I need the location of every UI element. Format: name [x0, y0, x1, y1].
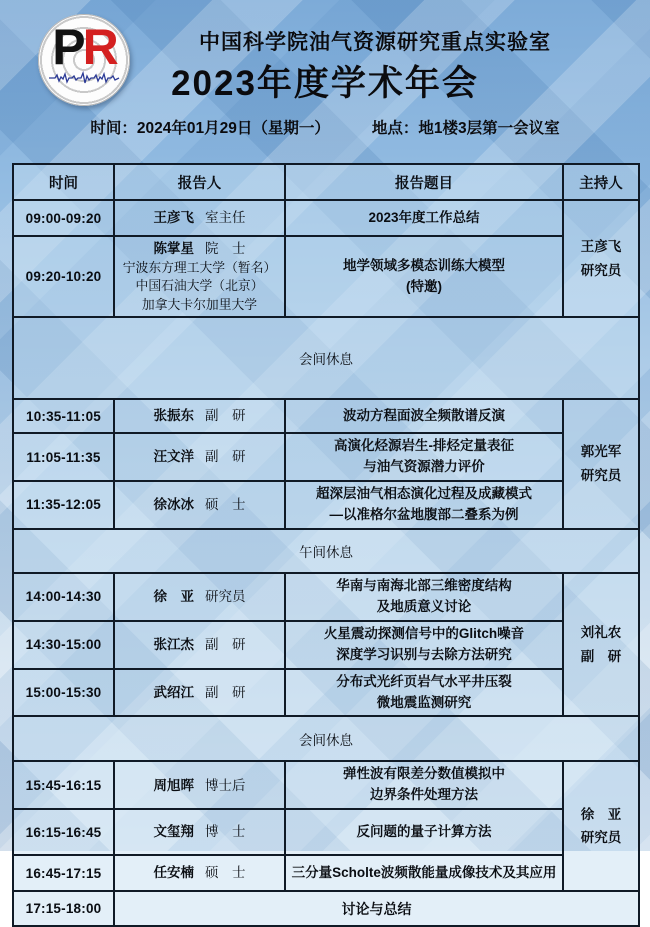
talk-row: [13, 399, 639, 433]
talk-row: [13, 669, 639, 717]
speaker-affiliation: 宁波东方理工大学（暂名）: [122, 259, 277, 275]
speaker-name: 汪文洋: [153, 449, 194, 465]
talk-title-line: 地学领域多模态训练大模型: [343, 257, 505, 273]
column-header-title: 报告题目: [285, 164, 563, 200]
talk-title-line: 分布式光纤页岩气水平井压裂: [336, 673, 512, 689]
speaker-rank: 副 研: [205, 449, 246, 465]
speaker-cell: [114, 621, 285, 669]
event-location: 地点：地1楼3层第一会议室: [371, 120, 560, 137]
talk-title-line: 超深层油气相态演化过程及成藏模式: [316, 486, 532, 502]
speaker-cell: [114, 236, 285, 317]
time-slot: 09:20-10:20: [13, 236, 114, 317]
time-slot: 14:00-14:30: [13, 573, 114, 621]
talk-title: [285, 236, 563, 317]
speaker-name: 周旭晖: [153, 777, 194, 793]
speaker-rank: 院 士: [205, 241, 246, 256]
break-row: [13, 317, 639, 399]
speaker-affiliation: 加拿大卡尔加里大学: [141, 296, 258, 312]
talk-title: [285, 621, 563, 669]
speaker-name: 徐冰冰: [153, 497, 194, 513]
host-line: 副 研: [580, 648, 622, 664]
speaker-rank: 副 研: [205, 684, 246, 700]
talk-title-line: 2023年度工作总结: [368, 209, 480, 225]
host-line: 研究员: [580, 262, 622, 278]
talk-row: [13, 573, 639, 621]
speaker-rank: 硕 士: [205, 497, 246, 513]
speaker-name: 徐 亚: [153, 589, 194, 605]
talk-title: [285, 761, 563, 809]
talk-title-line: 火星震动探测信号中的Glitch噪音: [323, 625, 525, 641]
talk-row: [13, 621, 639, 669]
talk-row: [13, 761, 639, 809]
column-header-host: 主持人: [563, 164, 639, 200]
event-date: 时间：2024年01月29日（星期一）: [90, 120, 330, 137]
host-line: 王彦飞: [580, 238, 622, 254]
speaker-cell: [114, 809, 285, 855]
talk-title: [285, 809, 563, 855]
speaker-rank: 室主任: [205, 210, 246, 226]
talk-row: [13, 433, 639, 481]
session-host: [563, 399, 639, 529]
time-slot: 16:45-17:15: [13, 855, 114, 891]
event-title: 2023年度学术年会: [171, 64, 479, 103]
break-label: 午间休息: [13, 529, 639, 573]
talk-row: [13, 236, 639, 317]
header-row: [13, 164, 639, 200]
session-host: [563, 200, 639, 317]
talk-title: [285, 573, 563, 621]
talk-title: [285, 200, 563, 236]
speaker-rank: 博 士: [205, 824, 246, 840]
session-host: [563, 761, 639, 891]
time-slot: 17:15-18:00: [13, 891, 114, 926]
talk-title-line: 波动方程面波全频散谱反演: [343, 407, 505, 423]
talk-title-line: 三分量Scholte波频散能量成像技术及其应用: [291, 864, 557, 880]
schedule-table-header: [13, 164, 639, 200]
discussion-label: 讨论与总结: [114, 891, 639, 926]
speaker-rank: 硕 士: [205, 865, 246, 881]
break-label: 会间休息: [13, 317, 639, 399]
speaker-rank: 博士后: [205, 777, 246, 793]
speaker-cell: [114, 761, 285, 809]
talk-title-line: 及地质意义讨论: [376, 598, 472, 614]
talk-title-line: 深度学习识别与去除方法研究: [336, 646, 512, 662]
time-slot: 11:35-12:05: [13, 481, 114, 529]
break-label: 会间休息: [13, 716, 639, 761]
schedule-table: [12, 163, 640, 927]
speaker-rank: 副 研: [205, 636, 246, 652]
time-slot: 09:00-09:20: [13, 200, 114, 236]
logo-letter-p: P: [52, 19, 83, 75]
talk-title-line: 弹性波有限差分数值模拟中: [343, 766, 505, 782]
speaker-cell: [114, 481, 285, 529]
speaker-cell: [114, 200, 285, 236]
column-header-time: 时间: [13, 164, 114, 200]
talk-title: [285, 481, 563, 529]
talk-title-line: (特邀): [406, 278, 442, 294]
talk-title-line: 高演化烃源岩生-排烃定量表征: [334, 438, 514, 454]
talk-title: [285, 855, 563, 891]
column-header-speaker: 报告人: [114, 164, 285, 200]
time-slot: 15:45-16:15: [13, 761, 114, 809]
speaker-name: 陈掌星: [153, 241, 194, 256]
speaker-affiliation: 中国石油大学（北京）: [135, 278, 264, 294]
time-slot: 11:05-11:35: [13, 433, 114, 481]
discussion-row: [13, 891, 639, 926]
meta-line: [0, 116, 650, 138]
talk-row: [13, 200, 639, 236]
time-slot: 15:00-15:30: [13, 669, 114, 717]
talk-row: [13, 481, 639, 529]
speaker-cell: [114, 855, 285, 891]
host-line: 研究员: [580, 830, 622, 846]
logo-letter-r: R: [82, 19, 116, 75]
talk-title-line: 边界条件处理方法: [370, 787, 478, 803]
speaker-cell: [114, 573, 285, 621]
speaker-name: 任安楠: [153, 865, 194, 881]
host-line: 郭光军: [580, 444, 622, 460]
speaker-name: 张振东: [153, 408, 194, 424]
speaker-cell: [114, 669, 285, 717]
talk-title-line: 反问题的量子计算方法: [356, 823, 492, 839]
talk-title-line: 华南与南海北部三维密度结构: [336, 577, 512, 593]
host-line: 刘礼农: [580, 625, 622, 641]
break-row: [13, 716, 639, 761]
speaker-rank: 副 研: [205, 408, 246, 424]
organization-title: 中国科学院油气资源研究重点实验室: [199, 31, 551, 54]
time-slot: 10:35-11:05: [13, 399, 114, 433]
host-line: 徐 亚: [580, 806, 622, 822]
schedule-table-body: [13, 200, 639, 926]
host-line: 研究员: [580, 468, 622, 484]
time-slot: 16:15-16:45: [13, 809, 114, 855]
speaker-name: 武绍江: [153, 684, 194, 700]
talk-title-line: 与油气资源潜力评价: [363, 459, 485, 475]
time-slot: 14:30-15:00: [13, 621, 114, 669]
talk-row: [13, 855, 639, 891]
speaker-rank: 研究员: [205, 589, 246, 605]
talk-row: [13, 809, 639, 855]
talk-title-line: —以准格尔盆地腹部二叠系为例: [329, 506, 519, 522]
talk-title: [285, 669, 563, 717]
speaker-cell: [114, 433, 285, 481]
speaker-name: 张江杰: [153, 636, 194, 652]
speaker-name: 王彦飞: [153, 210, 194, 226]
session-host: [563, 573, 639, 717]
speaker-cell: [114, 399, 285, 433]
talk-title-line: 微地震监测研究: [376, 694, 472, 710]
talk-title: [285, 399, 563, 433]
speaker-name: 文玺翔: [153, 824, 194, 840]
talk-title: [285, 433, 563, 481]
break-row: [13, 529, 639, 573]
